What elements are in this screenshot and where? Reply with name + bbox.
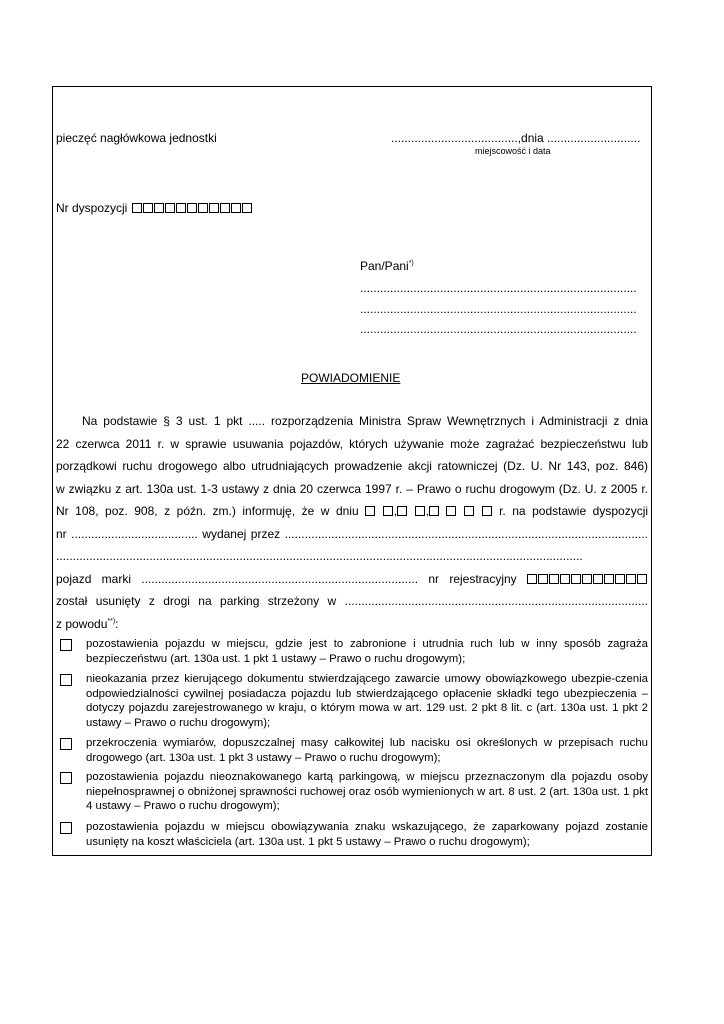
body-line-1: Na podstawie § 3 ust. 1 pkt ..... rozporządzenia Ministra Spraw Wewnętrznych i Administracji z dnia [82,414,648,428]
reason-checkbox-3[interactable] [60,738,72,750]
addressee-line-2[interactable]: ................................................................................... [360,302,637,316]
registration-label: nr rejestracyjny [428,571,517,586]
stamp-label: pieczęć nagłówkowa jednostki [56,131,217,145]
body-line-9[interactable]: został usunięty z drogi na parking strzeżony w ........................................................................................... [56,594,648,608]
vehicle-make-field[interactable]: pojazd marki ................................................................................... [56,571,419,586]
footnote-mark: *) [408,260,414,267]
date-boxes[interactable]: , , [365,504,492,518]
reason-text-5: pozostawienia pojazdu w miejscu obowiązywania znaku wskazującego, że zaparkowany pojazd zostanie usunięty na koszt właściciela (art. 130a ust. 1 pkt 5 ustawy – Prawo o ruchu drogowym); [86,821,648,848]
reason-checkbox-4[interactable] [60,772,72,784]
registration-boxes[interactable] [527,572,648,586]
reason-checkbox-2[interactable] [60,674,72,686]
disposition-row [56,201,253,215]
body-line-7[interactable]: .............................................................................................................................................................. [56,549,583,563]
addressee-line-3[interactable]: ................................................................................... [360,322,637,336]
body-line-6 [56,523,648,546]
addressee-line-1[interactable]: ................................................................................... [360,281,637,295]
body-line-8 [56,568,648,591]
document-title: POWIADOMIENIE [301,371,401,385]
body-paragraph [56,410,648,635]
place-date-caption: miejscowość i data [475,146,551,156]
body-line-10: z powodu**): [56,616,119,631]
body-line-2: 22 czerwca 2011 r. w sprawie usuwania pojazdów, których używanie może zagrażać bezpieczeństwu lub [56,436,648,451]
issued-by-field[interactable]: wydanej przez ............................................................................................................. [202,526,648,541]
reason-checkbox-5[interactable] [60,822,72,834]
reason-text-3: przekroczenia wymiarów, dopuszczalnej masy całkowitej lub nacisku osi określonych w przepisach ruchu drogowego (art. 130a ust. 1 pkt 3 ustawy – Prawo o ruchu drogowym); [86,737,648,764]
place-date-field[interactable]: ......................................,dnia ............................ [391,131,641,145]
disposition-number-boxes[interactable] [132,201,253,215]
disposition-ref-field[interactable]: nr ...................................... [56,526,198,541]
reason-text-4: pozostawienia pojazdu nieoznakowanego kartą parkingową, w miejscu przeznaczonym dla pojazdu osoby niepełnosprawnej o obniżonej sprawności ruchowej oraz osób wymienionych w art. 8 ust. 2 (art. 130a ust. 1 pkt 4 ustawy – Prawo o ruchu drogowym); [86,771,648,812]
reason-text-1: pozostawienia pojazdu w miejscu, gdzie jest to zabronione i utrudnia ruch lub w inny sposób zagraża bezpieczeństwu (art. 130a ust. 1 pkt 1 ustawy – Prawo o ruchu drogowym); [86,638,648,665]
body-line-5: Nr 108, poz. 908, z późn. zm.) informuję, że w dniu , , r. na podstawie dyspozycji [56,504,649,518]
reason-checkbox-1[interactable] [60,639,72,651]
body-line-3: porządkowi ruchu drogowego albo utrudniających prowadzenie akcji ratowniczej (Dz. U. Nr 143, poz. 846) [56,459,648,473]
body-line-4: w związku z art. 130a ust. 1-3 ustawy z dnia 20 czerwca 1997 r. – Prawo o ruchu drogowym (Dz. U. z 2005 r. [56,481,648,496]
reason-text-2: nieokazania przez kierującego dokumentu stwierdzającego zawarcie umowy obowiązkowego ubezpie-czenia odpowiedzialności cywilnej posiadacza pojazdu lub stwierdzającego opłacenie składki tego ubezpieczenia – dotyczy pojazdu zarejestrowanego w kraju, o którym mowa w art. 129 ust. 2 pkt 8 lit. c (art. 130a ust. 1 pkt 2 ustawy – Prawo o ruchu drogowym); [86,673,648,729]
addressee-salutation: Pan/Pani*) [360,259,414,273]
disposition-label: Nr dyspozycji [56,201,128,215]
